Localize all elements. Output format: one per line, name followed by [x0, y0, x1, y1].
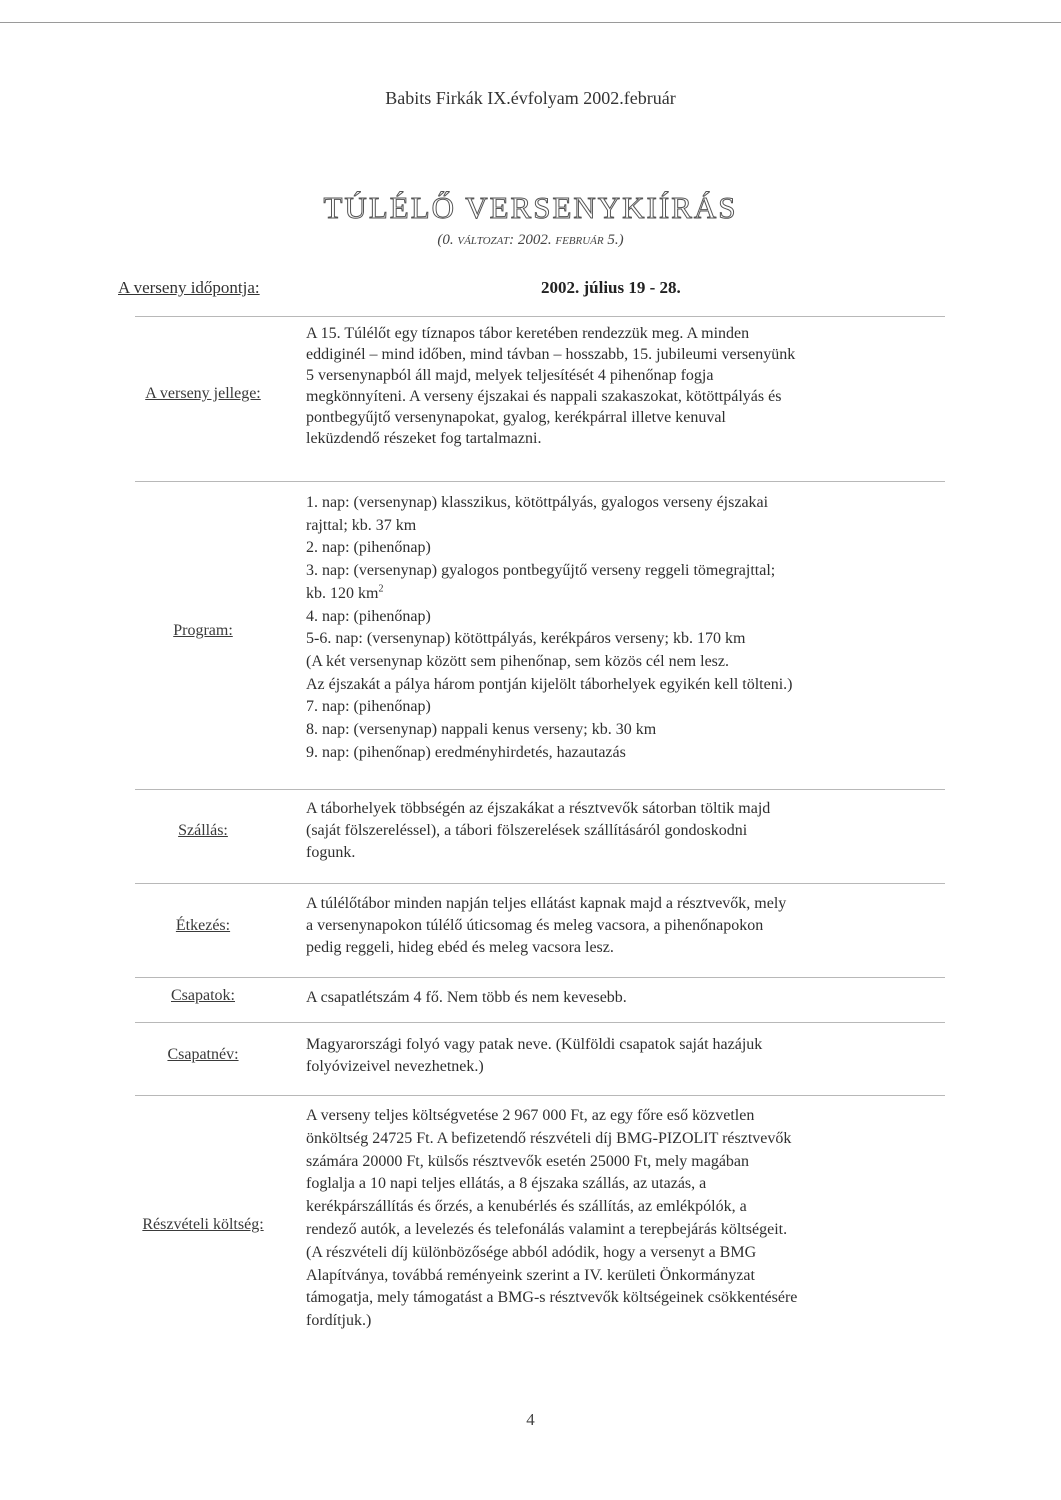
section-content — [306, 1034, 946, 1078]
text-line: (saját fölszereléssel), a tábori fölszerelések szállításáról gondoskodni — [306, 822, 748, 839]
text-line: 4. nap: (pihenőnap) — [306, 607, 431, 625]
divider — [135, 316, 945, 317]
text-line: folyóvizeivel nevezhetnek.) — [306, 1058, 484, 1075]
text-line: 7. nap: (pihenőnap) — [306, 698, 431, 716]
text-line: foglalja a 10 napi teljes ellátás, a 8 éjszaka szállás, az utazás, a — [306, 1175, 707, 1193]
page-number: 4 — [526, 1410, 535, 1429]
text-line: Magyarországi folyó vagy patak neve. (Külföldi csapatok saját hazájuk — [306, 1036, 763, 1053]
document-subtitle: (0. változat: 2002. február 5.) — [437, 232, 624, 248]
section-content — [306, 987, 946, 1009]
superscript: 2 — [378, 583, 384, 595]
section-label: Program: — [173, 622, 233, 639]
text-line: 9. nap: (pihenőnap) eredményhirdetés, hazautazás — [306, 743, 626, 761]
text-line: megkönnyíteni. A verseny éjszakai és nappali szakaszokat, kötöttpályás és — [306, 388, 782, 405]
document-title: TÚLÉLŐ VERSENYKIÍRÁS — [323, 190, 738, 225]
top-rule — [0, 22, 1061, 23]
text-line: eddiginél – mind időben, mind távban – hosszabb, 15. jubileumi versenyünk — [306, 346, 796, 363]
text-line: A túlélőtábor minden napján teljes ellátást kapnak majd a résztvevők, mely — [306, 895, 787, 912]
text-line: rendező autók, a levelezés és telefonálás valamint a terepbejárás költségeit. — [306, 1220, 788, 1238]
text-line: 8. nap: (versenynap) nappali kenus verseny; kb. 30 km — [306, 721, 657, 739]
text-line: 5-6. nap: (versenynap) kötöttpályás, kerékpáros verseny; kb. 170 km — [306, 630, 746, 648]
divider — [135, 481, 945, 482]
text-line: A táborhelyek többségén az éjszakákat a résztvevők sátorban töltik majd — [306, 800, 771, 817]
section-content — [306, 1105, 946, 1333]
text-line: Az éjszakát a pálya három pontján kijelölt táborhelyek egyikén kell tölteni.) — [306, 675, 793, 693]
divider — [135, 883, 945, 884]
section-label: Étkezés: — [175, 917, 231, 934]
date-value: 2002. július 19 - 28. — [541, 278, 681, 297]
divider — [135, 1095, 945, 1096]
text-line: A csapatlétszám 4 fő. Nem több és nem kevesebb. — [306, 989, 627, 1006]
text-line: A 15. Túlélőt egy tíznapos tábor keretében rendezzük meg. A minden — [306, 325, 750, 342]
section-content — [306, 893, 946, 959]
text-line: rajttal; kb. 37 km — [306, 516, 417, 534]
divider — [135, 789, 945, 790]
section-label: Csapatnév: — [167, 1046, 239, 1063]
text-line: 1. nap: (versenynap) klasszikus, kötöttpályás, gyalogos verseny éjszakai — [306, 494, 769, 511]
text-line: leküzdendő részeket fog tartalmazni. — [306, 430, 542, 447]
page-header: Babits Firkák IX.évfolyam 2002.február — [385, 88, 676, 108]
text-line: (A két versenynap között sem pihenőnap, sem közös cél nem lesz. — [306, 652, 729, 670]
text-line: A verseny teljes költségvetése 2 967 000 Ft, az egy főre eső közvetlen — [306, 1107, 755, 1124]
section-label: Csapatok: — [171, 987, 235, 1004]
text-line-part: kb. 120 km — [306, 584, 379, 602]
section-label: Szállás: — [178, 822, 228, 839]
text-line: (A részvételi díj különbözősége abból adódik, hogy a versenyt a BMG — [306, 1243, 757, 1261]
text-line: 3. nap: (versenynap) gyalogos pontbegyűjtő verseny reggeli tömegrajttal; — [306, 562, 776, 580]
text-line: kerékpárszállítás és őrzés, a kenubérlés és szállítás, az emlékpólók, a — [306, 1198, 747, 1216]
text-line: önköltség 24725 Ft. A befizetendő részvételi díj BMG-PIZOLIT résztvevők — [306, 1129, 792, 1147]
text-line: támogatja, mely támogatást a BMG-s résztvevők költségeinek csökkentésére — [306, 1289, 798, 1307]
divider — [135, 1022, 945, 1023]
section-content — [306, 492, 946, 764]
text-line: 5 versenynapból áll majd, melyek teljesítését 4 pihenőnap fogja — [306, 367, 714, 384]
section-content — [306, 323, 946, 449]
text-line — [306, 583, 946, 606]
section-label: A verseny jellege: — [145, 385, 261, 402]
text-line: pontbegyűjtő versenynapokat, gyalog, kerékpárral illetve kenuval — [306, 409, 726, 426]
text-line: pedig reggeli, hideg ebéd és meleg vacsora lesz. — [306, 939, 614, 956]
date-label: A verseny időpontja: — [118, 278, 260, 297]
text-line: fordítjuk.) — [306, 1312, 372, 1330]
divider — [135, 977, 945, 978]
text-line: számára 20000 Ft, külsős résztvevők esetén 25000 Ft, mely magában — [306, 1152, 750, 1170]
section-content — [306, 798, 946, 864]
text-line: fogunk. — [306, 844, 356, 861]
text-line: Alapítványa, továbbá reményeink szerint a IV. kerületi Önkormányzat — [306, 1266, 755, 1284]
section-label: Részvételi költség: — [142, 1216, 264, 1233]
text-line: a versenynapokon túlélő úticsomag és meleg vacsora, a pihenőnapokon — [306, 917, 764, 934]
text-line: 2. nap: (pihenőnap) — [306, 539, 431, 557]
